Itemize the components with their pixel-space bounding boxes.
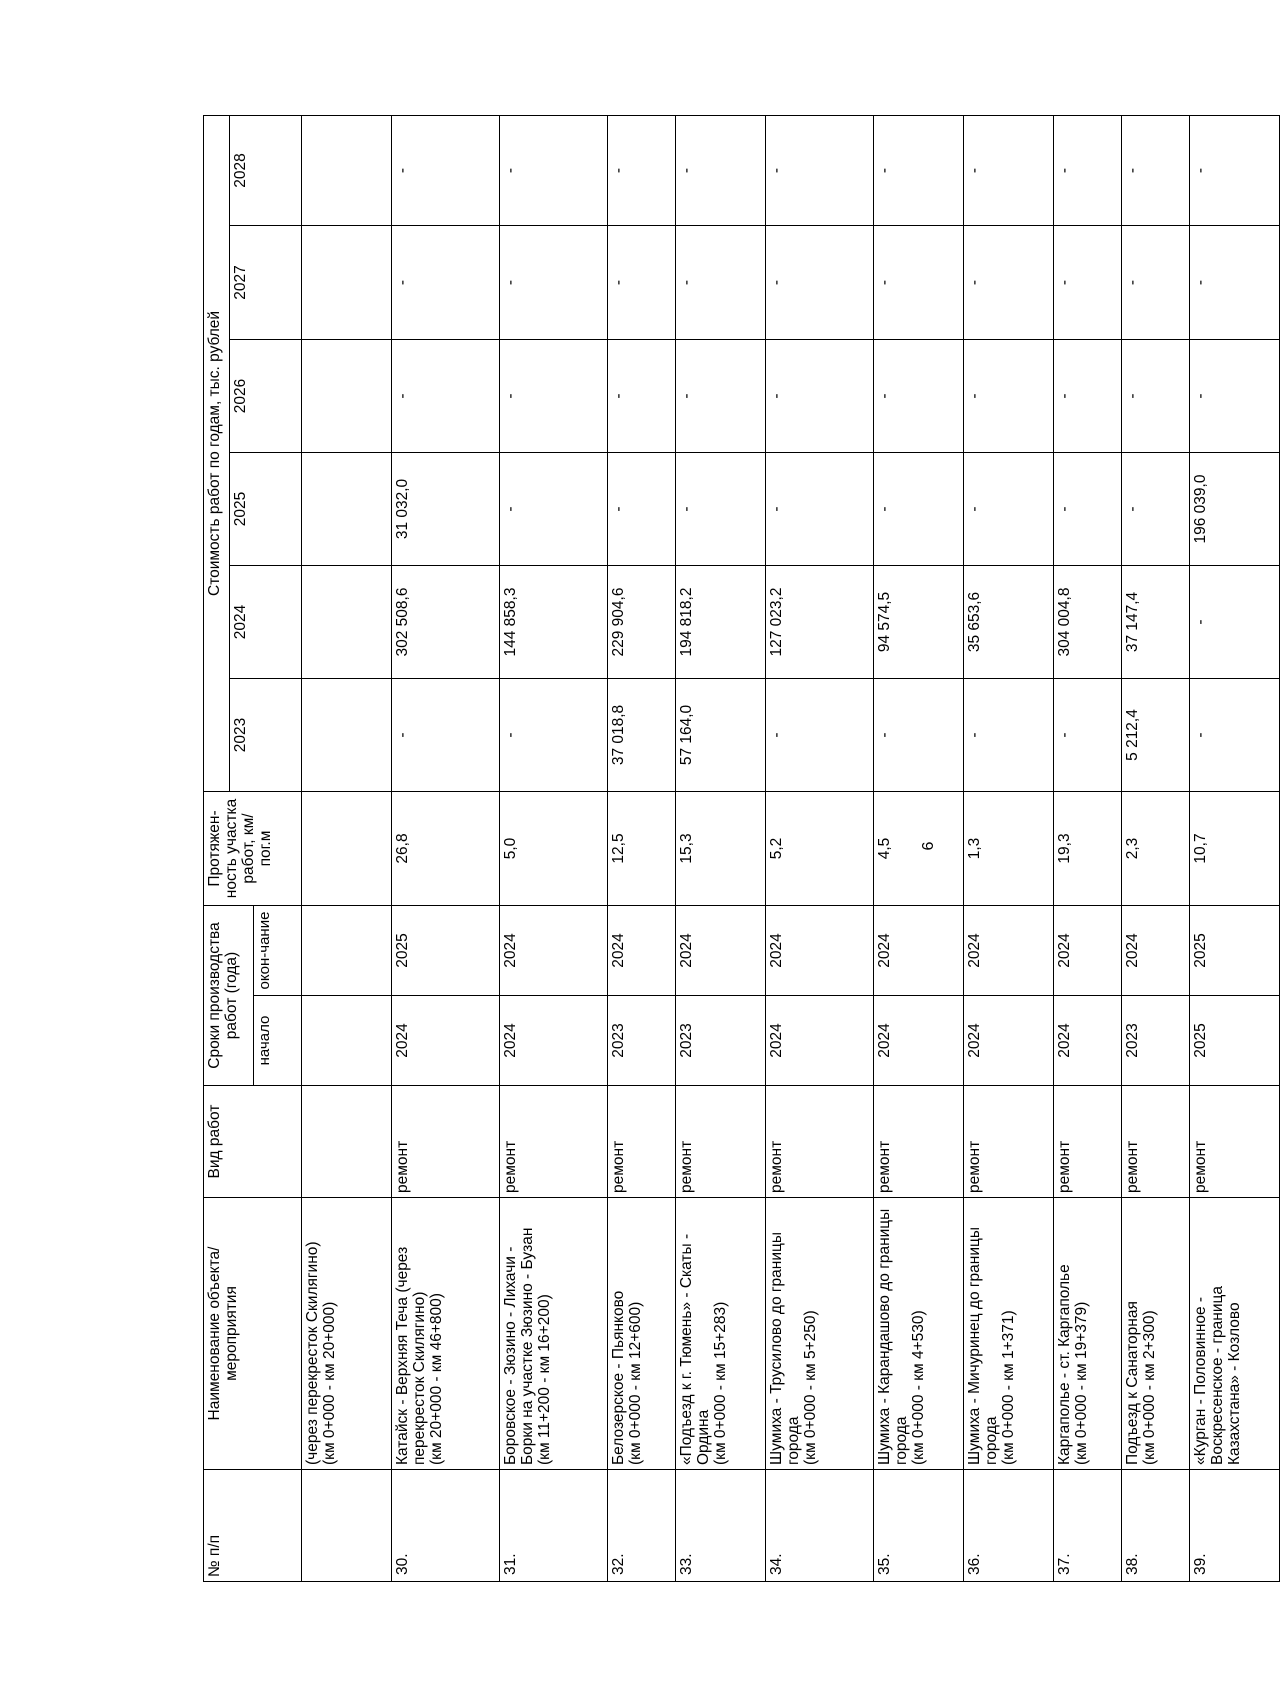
cell-end: 2024 — [608, 906, 676, 996]
cell-y2024: 144 858,3 — [500, 566, 608, 679]
cell-length: 2,3 — [1122, 792, 1190, 906]
cell-length — [302, 792, 392, 906]
cell-type — [302, 1086, 392, 1198]
cell-num: 37. — [1054, 1470, 1122, 1582]
header-year-2027: 2027 — [230, 226, 302, 340]
cell-y2023: - — [392, 679, 500, 792]
table-body — [302, 115, 1280, 1581]
cell-y2025: - — [608, 453, 676, 566]
cell-type: ремонт — [1190, 1086, 1280, 1198]
cell-y2023 — [302, 679, 392, 792]
cell-y2026: - — [964, 340, 1054, 453]
cell-type: ремонт — [874, 1086, 964, 1198]
cell-y2023: - — [1190, 679, 1280, 792]
cell-y2027: - — [500, 226, 608, 340]
cell-num: 38. — [1122, 1470, 1190, 1582]
cell-end: 2024 — [500, 906, 608, 996]
cell-y2025: - — [766, 453, 874, 566]
cell-start — [302, 996, 392, 1086]
cell-name: (через перекресток Скилягино) (км 0+000 - км 20+000) — [302, 1198, 392, 1470]
cell-length: 5,0 — [500, 792, 608, 906]
table-row — [964, 115, 1054, 1581]
cell-end — [302, 906, 392, 996]
cell-length: 4,5 — [874, 792, 964, 906]
cell-y2023: - — [874, 679, 964, 792]
cell-y2023: 5 212,4 — [1122, 679, 1190, 792]
cell-type: ремонт — [766, 1086, 874, 1198]
cell-y2027: - — [1122, 226, 1190, 340]
cell-length: 1,3 — [964, 792, 1054, 906]
cell-y2023: - — [1054, 679, 1122, 792]
cell-y2025: 196 039,0 — [1190, 453, 1280, 566]
cell-type: ремонт — [1122, 1086, 1190, 1198]
cell-end: 2024 — [1122, 906, 1190, 996]
table-row — [302, 115, 392, 1581]
cell-y2024 — [302, 566, 392, 679]
cell-type: ремонт — [676, 1086, 766, 1198]
cell-start: 2025 — [1190, 996, 1280, 1086]
page-number: 6 — [920, 841, 937, 851]
header-terms: Сроки производства работ (года) — [204, 906, 254, 1086]
table-row — [766, 115, 874, 1581]
cell-start: 2024 — [392, 996, 500, 1086]
cell-name: Шумиха - Карандашово до границы города (км 0+000 - км 4+530) — [874, 1198, 964, 1470]
cell-y2025: - — [1122, 453, 1190, 566]
cell-y2023: 37 018,8 — [608, 679, 676, 792]
cell-y2028: - — [392, 115, 500, 225]
table-row — [874, 115, 964, 1581]
cell-y2025: - — [1054, 453, 1122, 566]
header-year-2024: 2024 — [230, 566, 302, 679]
cell-start: 2024 — [1054, 996, 1122, 1086]
cell-y2028: - — [676, 115, 766, 225]
cell-y2028: - — [1190, 115, 1280, 225]
cell-y2027: - — [676, 226, 766, 340]
cell-type: ремонт — [500, 1086, 608, 1198]
cell-type: ремонт — [1054, 1086, 1122, 1198]
cell-y2023: - — [964, 679, 1054, 792]
cell-y2025: 31 032,0 — [392, 453, 500, 566]
cell-y2024: 229 904,6 — [608, 566, 676, 679]
cell-y2024: 302 508,6 — [392, 566, 500, 679]
cell-num: 39. — [1190, 1470, 1280, 1582]
cell-y2026: - — [1054, 340, 1122, 453]
cell-y2024: 127 023,2 — [766, 566, 874, 679]
cell-y2024: 304 004,8 — [1054, 566, 1122, 679]
cell-y2024: 94 574,5 — [874, 566, 964, 679]
cell-y2027: - — [392, 226, 500, 340]
cell-length: 15,3 — [676, 792, 766, 906]
table-row — [392, 115, 500, 1581]
cell-y2026: - — [874, 340, 964, 453]
header-year-2025: 2025 — [230, 453, 302, 566]
cell-y2028: - — [874, 115, 964, 225]
cell-y2026: - — [608, 340, 676, 453]
cell-type: ремонт — [608, 1086, 676, 1198]
cell-y2027 — [302, 226, 392, 340]
cell-start: 2024 — [874, 996, 964, 1086]
cell-length: 26,8 — [392, 792, 500, 906]
cell-type: ремонт — [964, 1086, 1054, 1198]
header-length: Протяжен-ность участка работ, км/пог.м — [204, 792, 302, 906]
cell-name: «Курган - Половинное - Воскресенское - граница Казахстана» - Козлово — [1190, 1198, 1280, 1470]
cell-name: Подъезд к Санаторная (км 0+000 - км 2+300) — [1122, 1198, 1190, 1470]
cell-y2027: - — [608, 226, 676, 340]
cell-y2025: - — [874, 453, 964, 566]
cell-y2024: 37 147,4 — [1122, 566, 1190, 679]
cell-y2028: - — [1054, 115, 1122, 225]
cell-y2025: - — [964, 453, 1054, 566]
cell-start: 2023 — [676, 996, 766, 1086]
cell-end: 2024 — [874, 906, 964, 996]
cell-start: 2023 — [608, 996, 676, 1086]
header-year-2026: 2026 — [230, 340, 302, 453]
works-table — [203, 115, 1280, 1582]
table-row — [676, 115, 766, 1581]
cell-y2027: - — [964, 226, 1054, 340]
cell-end: 2024 — [766, 906, 874, 996]
cell-name: Шумиха - Трусилово до границы города (км 0+000 - км 5+250) — [766, 1198, 874, 1470]
cell-y2026: - — [500, 340, 608, 453]
cell-y2026: - — [676, 340, 766, 453]
table-row — [1190, 115, 1280, 1581]
cell-y2028: - — [964, 115, 1054, 225]
cell-y2025: - — [676, 453, 766, 566]
cell-num: 34. — [766, 1470, 874, 1582]
cell-y2024: - — [1190, 566, 1280, 679]
cell-end: 2025 — [392, 906, 500, 996]
cell-y2025 — [302, 453, 392, 566]
cell-y2028 — [302, 115, 392, 225]
cell-y2028: - — [500, 115, 608, 225]
header-name: Наименование объекта/ мероприятия — [204, 1198, 302, 1470]
cell-end: 2024 — [964, 906, 1054, 996]
header-num: № п/п — [204, 1470, 302, 1582]
header-end: окон-чание — [254, 906, 302, 996]
cell-length: 19,3 — [1054, 792, 1122, 906]
cell-y2027: - — [1054, 226, 1122, 340]
cell-y2028: - — [1122, 115, 1190, 225]
header-type: Вид работ — [204, 1086, 302, 1198]
cell-name: Каргаполье - ст. Каргаполье (км 0+000 - км 19+379) — [1054, 1198, 1122, 1470]
table-row — [1122, 115, 1190, 1581]
cell-y2028: - — [608, 115, 676, 225]
cell-y2023: 57 164,0 — [676, 679, 766, 792]
cell-num: 31. — [500, 1470, 608, 1582]
cell-y2028: - — [766, 115, 874, 225]
cell-length: 5,2 — [766, 792, 874, 906]
cell-y2026: - — [1190, 340, 1280, 453]
cell-start: 2024 — [964, 996, 1054, 1086]
cell-y2027: - — [766, 226, 874, 340]
cell-num: 32. — [608, 1470, 676, 1582]
cell-y2024: 35 653,6 — [964, 566, 1054, 679]
table-row — [608, 115, 676, 1581]
cell-name: Боровское - Зюзино - Лихачи - Борки на участке Зюзино - Бузан (км 11+200 - км 16+200) — [500, 1198, 608, 1470]
cell-y2025: - — [500, 453, 608, 566]
cell-start: 2023 — [1122, 996, 1190, 1086]
header-year-2028: 2028 — [230, 115, 302, 225]
header-start: начало — [254, 996, 302, 1086]
cell-name: «Подъезд к г. Тюмень» - Скаты - Ордина (км 0+000 - км 15+283) — [676, 1198, 766, 1470]
cell-y2027: - — [1190, 226, 1280, 340]
cell-type: ремонт — [392, 1086, 500, 1198]
cell-length: 12,5 — [608, 792, 676, 906]
cell-name: Шумиха - Мичуринец до границы города (км 0+000 - км 1+371) — [964, 1198, 1054, 1470]
header-cost: Стоимость работ по годам, тыс. рублей — [204, 115, 230, 791]
cell-y2026: - — [1122, 340, 1190, 453]
cell-y2023: - — [500, 679, 608, 792]
cell-num: 33. — [676, 1470, 766, 1582]
cell-length: 10,7 — [1190, 792, 1280, 906]
cell-name: Белозерское - Пьянково (км 0+000 - км 12+600) — [608, 1198, 676, 1470]
cell-end: 2024 — [1054, 906, 1122, 996]
cell-y2024: 194 818,2 — [676, 566, 766, 679]
table-row — [500, 115, 608, 1581]
cell-y2027: - — [874, 226, 964, 340]
cell-end: 2025 — [1190, 906, 1280, 996]
cell-y2026 — [302, 340, 392, 453]
table-row — [1054, 115, 1122, 1581]
cell-y2023: - — [766, 679, 874, 792]
cell-num: 36. — [964, 1470, 1054, 1582]
cell-start: 2024 — [500, 996, 608, 1086]
cell-end: 2024 — [676, 906, 766, 996]
cell-num: 30. — [392, 1470, 500, 1582]
rotated-table-container — [203, 116, 1243, 1582]
cell-y2026: - — [766, 340, 874, 453]
cell-num — [302, 1470, 392, 1582]
cell-y2026: - — [392, 340, 500, 453]
header-year-2023: 2023 — [230, 679, 302, 792]
cell-name: Катайск - Верхняя Теча (через перекресток Скилягино) (км 20+000 - км 46+800) — [392, 1198, 500, 1470]
cell-num: 35. — [874, 1470, 964, 1582]
cell-start: 2024 — [766, 996, 874, 1086]
